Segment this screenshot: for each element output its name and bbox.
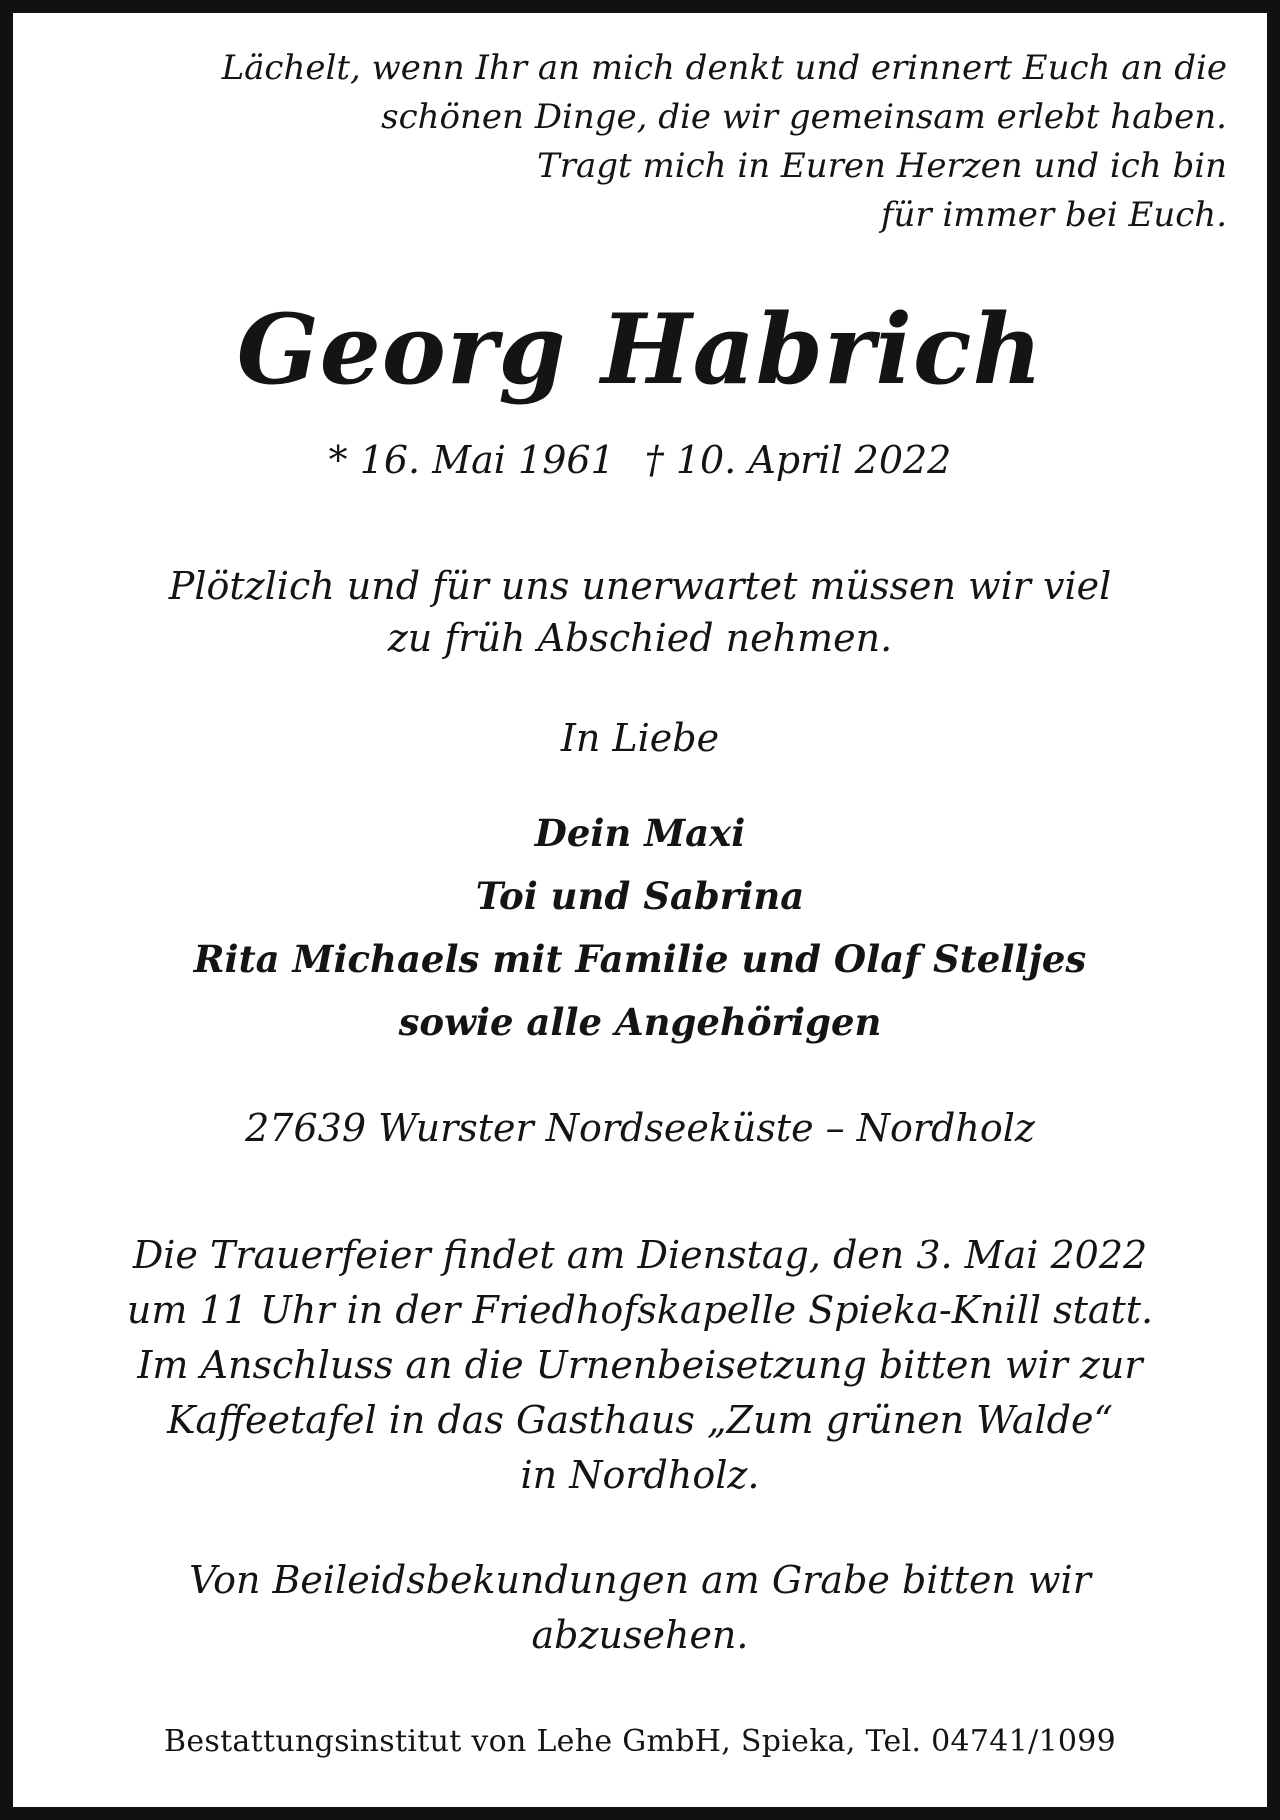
mourner-line: Dein Maxi [534,811,746,855]
opening-poem [77,44,1227,240]
life-dates [0,435,1280,485]
mourners-list [0,802,1280,1054]
death-date: † 10. April 2022 [644,438,952,482]
service-info [0,1228,1280,1503]
mourner-line: Rita Michaels mit Familie und Olaf Stelljes [193,937,1087,981]
condolence-note [0,1553,1280,1663]
funeral-home-footer: Bestattungsinstitut von Lehe GmbH, Spieka, Tel. 04741/1099 [163,1724,1117,1759]
message-line: Plötzlich und für uns unerwartet müssen wir viel [168,564,1112,608]
poem-line: Tragt mich in Euren Herzen und ich bin [537,146,1227,186]
condolence-line: Von Beileidsbekundungen am Grabe bitten wir [189,1558,1091,1602]
mourner-line: sowie alle Angehörigen [398,1000,882,1044]
service-line: Im Anschluss an die Urnenbeisetzung bitten wir zur [137,1343,1143,1387]
message-line: zu früh Abschied nehmen. [387,616,893,660]
place-line: 27639 Wurster Nordseeküste – Nordholz [245,1106,1035,1150]
poem-line: schönen Dinge, die wir gemeinsam erlebt haben. [381,97,1227,137]
service-line: Die Trauerfeier findet am Dienstag, den 3. Mai 2022 [132,1233,1148,1277]
birth-date: * 16. Mai 1961 [328,438,615,482]
service-line: Kaffeetafel in das Gasthaus „Zum grünen Walde“ [167,1398,1113,1442]
service-line: um 11 Uhr in der Friedhofskapelle Spieka-Knill statt. [126,1288,1154,1332]
poem-line: Lächelt, wenn Ihr an mich denkt und erinnert Euch an die [221,48,1227,88]
deceased-name: Georg Habrich [236,293,1044,406]
mourner-line: Toi und Sabrina [475,874,805,918]
farewell-message [0,560,1280,664]
poem-line: für immer bei Euch. [880,195,1227,235]
service-line: in Nordholz. [520,1453,760,1497]
closing-phrase: In Liebe [560,716,720,760]
condolence-line: abzusehen. [531,1613,749,1657]
